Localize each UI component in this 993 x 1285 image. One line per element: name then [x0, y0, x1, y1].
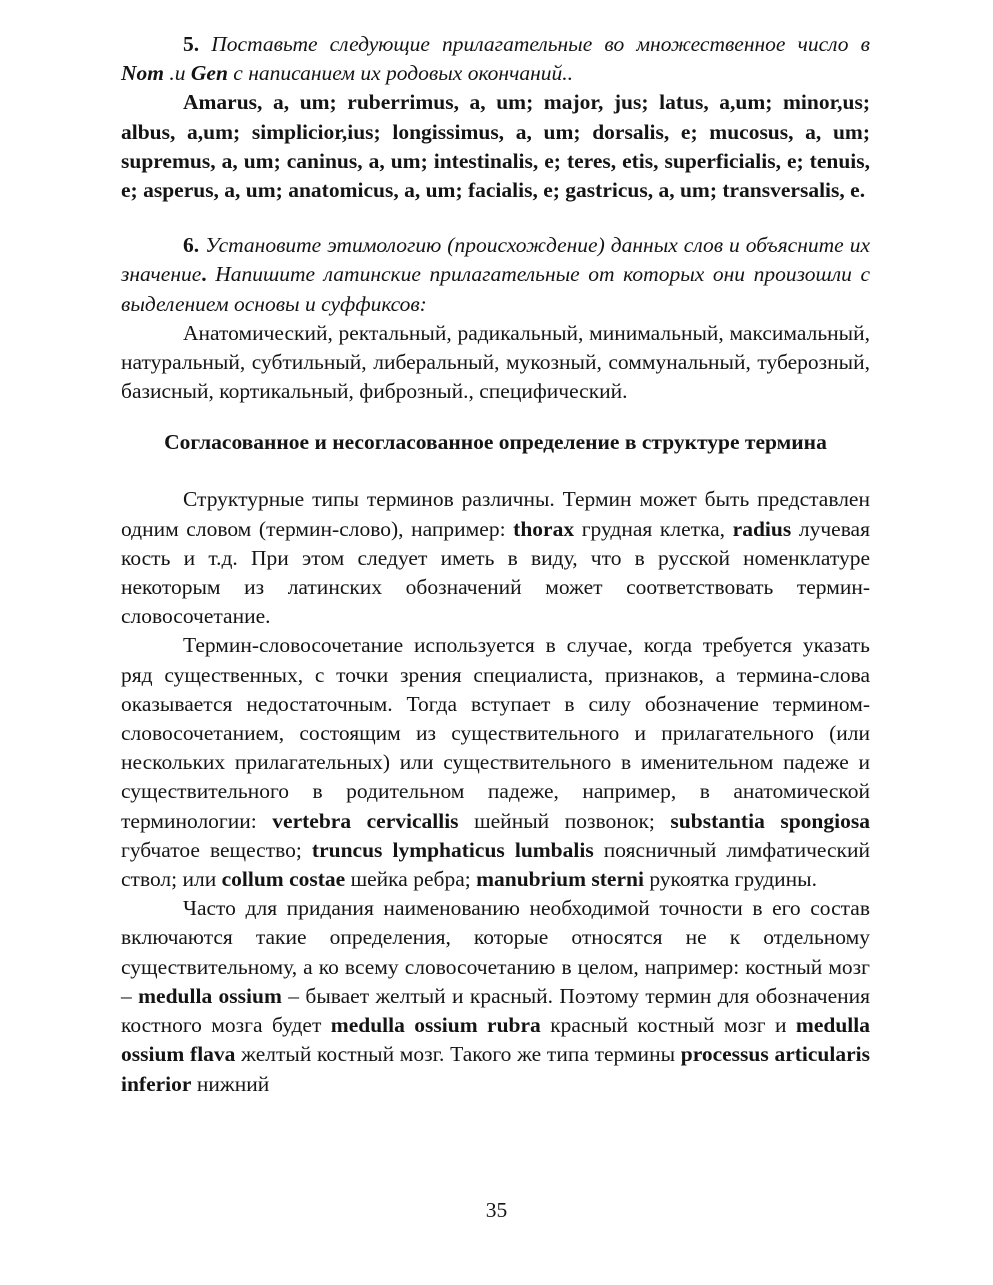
- para2-text-2: шейный позвонок;: [458, 808, 671, 833]
- para2-text-4: поясничный лимфатический ствол; или: [121, 837, 870, 892]
- term-medulla-ossium-flava: medulla ossium flava: [121, 1013, 870, 1067]
- task6-instruction-dot: .: [201, 262, 207, 287]
- term-substantia-spongiosa: substantia spongiosa: [670, 808, 870, 833]
- para3-text-1: Часто для придания наименованию необходимой точности в его состав включаются такие определения, которые относятся не к отдельному существительному, а ко всему словосочетанию в целом, например: костный мозг –: [121, 896, 870, 1008]
- page-number: 35: [485, 1198, 508, 1222]
- para2-text-6: рукоятка грудины.: [643, 867, 817, 892]
- task5-word-list: Amarus, a, um; ruberrimus, a, um; major, jus; latus, a,um; minor,us; albus, a,um; simplicior,ius; longissimus, a, um; dorsalis, e; mucosus, a, um; supremus, a, um; caninus, a, um; intestinalis, e; teres, etis, superficialis, e; tenuis, e; asperus, a, um; anatomicus, a, um; facialis, e; gastricus, a, um; transversalis, e.: [121, 90, 870, 203]
- task5-number: 5.: [183, 32, 200, 56]
- task6-number: 6.: [183, 233, 200, 258]
- page-body: [121, 30, 870, 1099]
- para3-text-2: – бывает желтый и красный. Поэтому термин для обозначения костного мозга будет: [121, 983, 871, 1038]
- para3-text-3: красный костный мозг и: [540, 1013, 796, 1038]
- task5-instruction-text-a: Поставьте следующие прилагательные во множественное число в: [199, 32, 870, 56]
- term-vertebra-cervicallis: vertebra cervicallis: [272, 808, 459, 833]
- para2-text-3: губчатое вещество;: [121, 837, 312, 862]
- task5-instruction-text-b: .и: [164, 61, 191, 86]
- term-processus-articularis-inferior: processus articularis inferior: [121, 1042, 870, 1096]
- task6-instruction-text-a: Установите этимологию (происхождение) данных слов и объясните их значение: [121, 233, 870, 287]
- task6-instruction-text-b: Напишите латинские прилагательные от которых они произошли с выделением основы и суффиксов:: [121, 262, 870, 316]
- paragraph-term-phrase: [121, 631, 870, 894]
- term-truncus-lymphaticus-lumbalis: truncus lymphaticus lumbalis: [311, 837, 594, 862]
- section-heading: Согласованное и несогласованное определение в структуре термина: [164, 430, 827, 455]
- term-medulla-ossium-rubra: medulla ossium rubra: [330, 1013, 541, 1038]
- term-thorax: thorax: [513, 516, 575, 541]
- term-radius: radius: [732, 516, 792, 541]
- term-medulla-ossium: medulla ossium: [138, 983, 282, 1008]
- task5-gen: Gen: [190, 61, 228, 86]
- task5-nom: Nom: [121, 61, 164, 86]
- task5-instruction: [121, 30, 870, 88]
- task6-word-list: Анатомический, ректальный, радикальный, минимальный, максимальный, натуральный, субтильный, либеральный, мукозный, соммунальный, туберозный, базисный, кортикальный, фиброзный., специфический.: [121, 320, 870, 404]
- para1-text-1: Структурные типы терминов различны. Термин может быть представлен одним словом (термин-слово), например:: [121, 487, 870, 541]
- paragraph-structural-types: [121, 485, 870, 631]
- para1-text-3: лучевая кость и т.д. При этом следует иметь в виду, что в русской номенклатуре некоторым из латинских обозначений может соответствовать термин-словосочетание.: [121, 516, 870, 629]
- para2-text-5: шейка ребра;: [345, 867, 477, 892]
- paragraph-precision: [121, 894, 870, 1098]
- term-manubrium-sterni: manubrium sterni: [476, 867, 644, 892]
- task5-instruction-text-c: с написанием их родовых окончаний..: [227, 61, 574, 86]
- term-collum-costae: collum costae: [221, 867, 346, 892]
- task6-instruction: [121, 231, 870, 319]
- para2-text-1: Термин-словосочетание используется в случае, когда требуется указать ряд существенных, с точки зрения специалиста, признаков, а термина-слова оказывается недостаточным. Тогда вступает в силу обозначение термином-словосочетанием, состоящим из существительного и прилагательного (или нескольких прилагательных) или существительного в именительном падеже и существительного в родительном падеже, например, в анатомической терминологии:: [121, 633, 870, 833]
- para1-text-2: грудная клетка,: [574, 516, 733, 541]
- para3-text-4: желтый костный мозг. Такого же типа термины: [235, 1042, 681, 1067]
- para3-text-5: нижний: [191, 1071, 270, 1096]
